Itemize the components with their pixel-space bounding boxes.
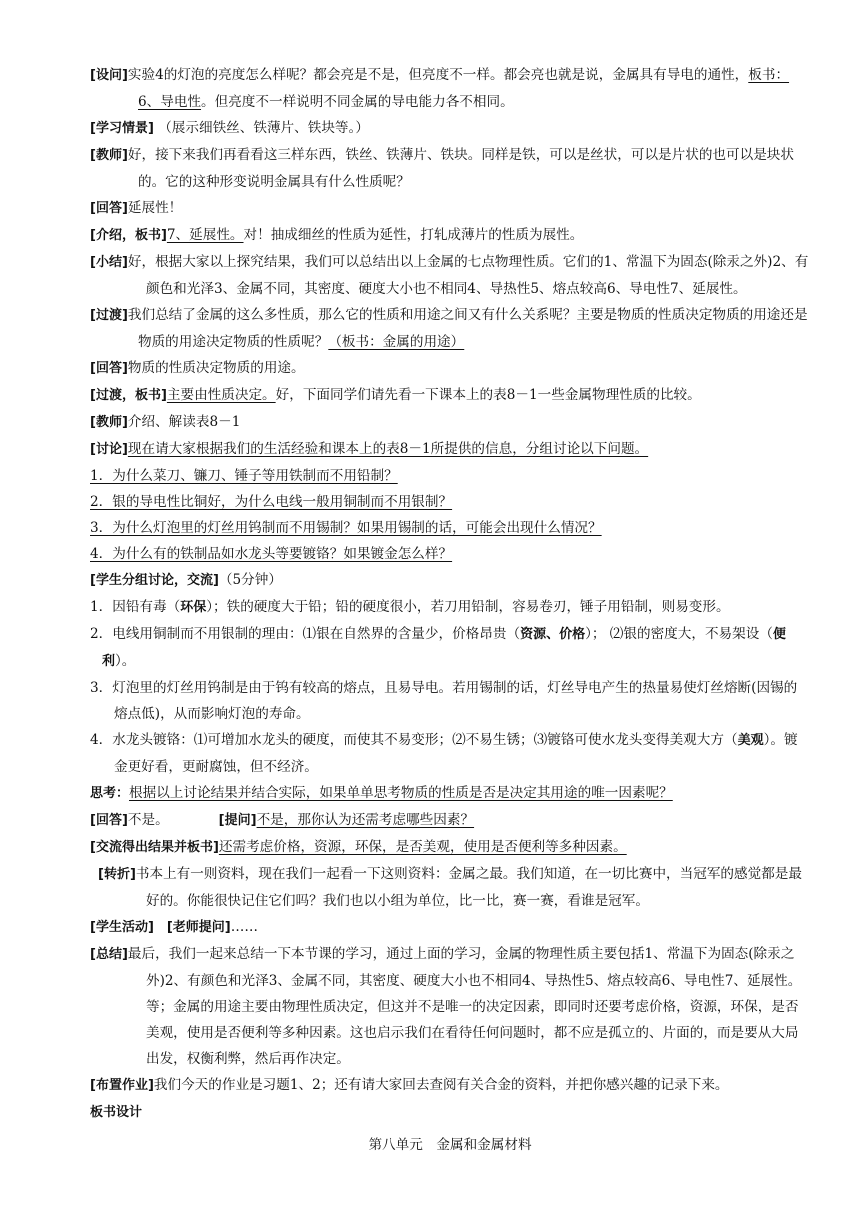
label-tag: [教师] <box>90 148 128 163</box>
para-answer-ask: [回答]不是。 [提问]不是，那你认为还需考虑哪些因素？ <box>90 812 475 828</box>
para-discussion: [讨论]现在请大家根据我们的生活经验和课本上的表8－1所提供的信息，分组讨论以下问题。 <box>90 441 649 457</box>
label-tag: [设问] <box>90 68 128 83</box>
board-note: 7、延展性。 <box>166 227 244 243</box>
para-group-discussion: [学生分组讨论，交流]（5分钟） <box>90 572 282 588</box>
label-tag: [教师] <box>90 415 128 430</box>
para-teacher-2: [教师]介绍、解读表8－1 <box>90 414 241 430</box>
para-homework: [布置作业]我们今天的作业是习题1、2；还有请大家回去查阅有关合金的资料，并把你感兴趣的记录下来。 <box>90 1077 729 1093</box>
label-tag: [交流得出结果并板书] <box>90 840 219 855</box>
label-tag: [老师提问] <box>166 920 231 935</box>
discussion-question-1: 1．为什么菜刀、镰刀、锤子等用铁制而不用铅制？ <box>90 468 398 484</box>
para-exchange-board <box>90 834 810 861</box>
label-tag: [讨论] <box>90 442 128 457</box>
board-note: 还需考虑价格，资源，环保，是否美观，使用是否便利等多种因素。 <box>218 839 627 855</box>
label-tag: [学生活动] <box>90 920 154 935</box>
board-design-heading: 板书设计 <box>90 1105 143 1120</box>
board-note: （板书：金属的用途） <box>328 334 465 350</box>
para-question-lamp: [设问]实验4的灯泡的亮度怎么样呢？都会亮是不是，但亮度不一样。都会亮也就是说，金属具有导电的通性，板书：6、导电性。但亮度不一样说明不同金属的导电能力各不相同。 <box>90 67 790 110</box>
discussion-answer-2: 2．电线用铜制而不用银制的理由：⑴银在自然界的含量少，价格昂贵（资源、价格）； ⑵银的密度大，不易架设（便利）。 <box>90 626 786 669</box>
para-turn: [转折]书本上有一则资料，现在我们一起看一下这则资料：金属之最。我们知道，在一切比赛中，当冠军的感觉都是最好的。你能很快记住它们吗？我们也以小组为单位，比一比，赛一赛，看谁是冠军。 <box>98 866 802 909</box>
label-tag: [回答] <box>90 201 128 216</box>
para-summary-2: [总结]最后，我们一起来总结一下本节课的学习，通过上面的学习，金属的物理性质主要包括1、常温下为固态(除汞之外)2、有颜色和光泽3、金属不同，其密度、硬度大小也不相同4、导热性5、熔点较高6、导电性7、延展性。等；金属的用途主要由物理性质决定，但这并不是唯一的决定因素，即同时还要考虑价格，资源，环保，是否美观，使用是否便利等多种因素。这也启示我们在看待任何问题时，都不应是孤立的、片面的，而是要从大局出发，权衡利弊，然后再作决定。 <box>90 946 802 1067</box>
label-tag: [过渡，板书] <box>90 388 167 403</box>
board-note: 主要由性质决定。 <box>166 387 276 403</box>
para-teacher-1: [教师]好，接下来我们再看看这三样东西，铁丝、铁薄片、铁块。同样是铁，可以是丝状，可以是片状的也可以是块状的。它的这种形变说明金属具有什么性质呢？ <box>90 147 794 190</box>
discussion-answer-1: 1．因铅有毒（环保）；铁的硬度大于铅；铅的硬度很小，若刀用铅制，容易卷刃，锤子用铅制，则易变形。 <box>90 599 730 615</box>
discussion-question-2: 2．银的导电性比铜好，为什么电线一般用铜制而不用银制？ <box>90 494 453 510</box>
label-tag: [回答] <box>90 361 128 376</box>
para-answer-2: [回答]物质的性质决定物质的用途。 <box>90 360 305 376</box>
para-transition-board: [过渡，板书]主要由性质决定。好，下面同学们请先看一下课本上的表8－1一些金属物理性质的比较。 <box>90 387 701 403</box>
para-intro-board: [介绍，板书]7、延展性。对！抽成细丝的性质为延性，打轧成薄片的性质为展性。 <box>90 227 584 243</box>
label-tag: [提问] <box>218 813 257 828</box>
label-tag: [转折] <box>98 867 136 882</box>
label-tag: [总结] <box>90 947 128 962</box>
para-think: 思考：根据以上讨论结果并结合实际，如果单单思考物质的性质是否是决定其用途的唯一因素呢？ <box>90 785 673 801</box>
label-tag: [过渡] <box>90 308 128 323</box>
para-activity: [学生活动] [老师提问]…… <box>90 919 258 935</box>
para-answer-1: [回答]延展性！ <box>90 200 183 216</box>
discussion-question-4: 4．为什么有的铁制品如水龙头等要镀铬？如果镀金怎么样？ <box>90 546 453 562</box>
board-note: 板书：6、导电性 <box>138 67 790 110</box>
discussion-question-3: 3．为什么灯泡里的灯丝用钨制而不用锡制？如果用锡制的话，可能会出现什么情况？ <box>90 520 602 536</box>
para-summary-1: [小结]好，根据大家以上探究结果，我们可以总结出以上金属的七点物理性质。它们的1、常温下为固态(除汞之外)2、有颜色和光泽3、金属不同，其密度、硬度大小也不相同4、导热性5、熔点较高6、导电性7、延展性。 <box>90 254 809 297</box>
label-tag: [学生分组讨论，交流] <box>90 573 219 588</box>
label-tag: [学习情景] <box>90 121 154 136</box>
discussion-answer-3: 3．灯泡里的灯丝用钨制是由于钨有较高的熔点，且易导电。若用锡制的话，灯丝导电产生的热量易使灯丝熔断(因锡的熔点低)，从而影响灯泡的寿命。 <box>90 680 798 722</box>
para-scene: [学习情景] （展示细铁丝、铁薄片、铁块等。） <box>90 120 369 136</box>
board-design-title: 第八单元 金属和金属材料 <box>368 1137 532 1153</box>
label-tag: [布置作业] <box>90 1078 154 1093</box>
discussion-answer-4: 4．水龙头镀铬：⑴可增加水龙头的硬度，而使其不易变形；⑵不易生锈；⑶镀铬可使水龙头变得美观大方（美观）。镀金更好看，更耐腐蚀，但不经济。 <box>90 732 798 775</box>
label-tag: [回答] <box>90 813 128 828</box>
label-tag: 思考： <box>90 786 130 801</box>
para-transition-1: [过渡]我们总结了金属的这么多性质，那么它的性质和用途之间又有什么关系呢？主要是物质的性质决定物质的用途还是物质的用途决定物质的性质呢？（板书：金属的用途） <box>90 307 808 350</box>
label-tag: [小结] <box>90 255 128 270</box>
label-tag: [介绍，板书] <box>90 228 167 243</box>
